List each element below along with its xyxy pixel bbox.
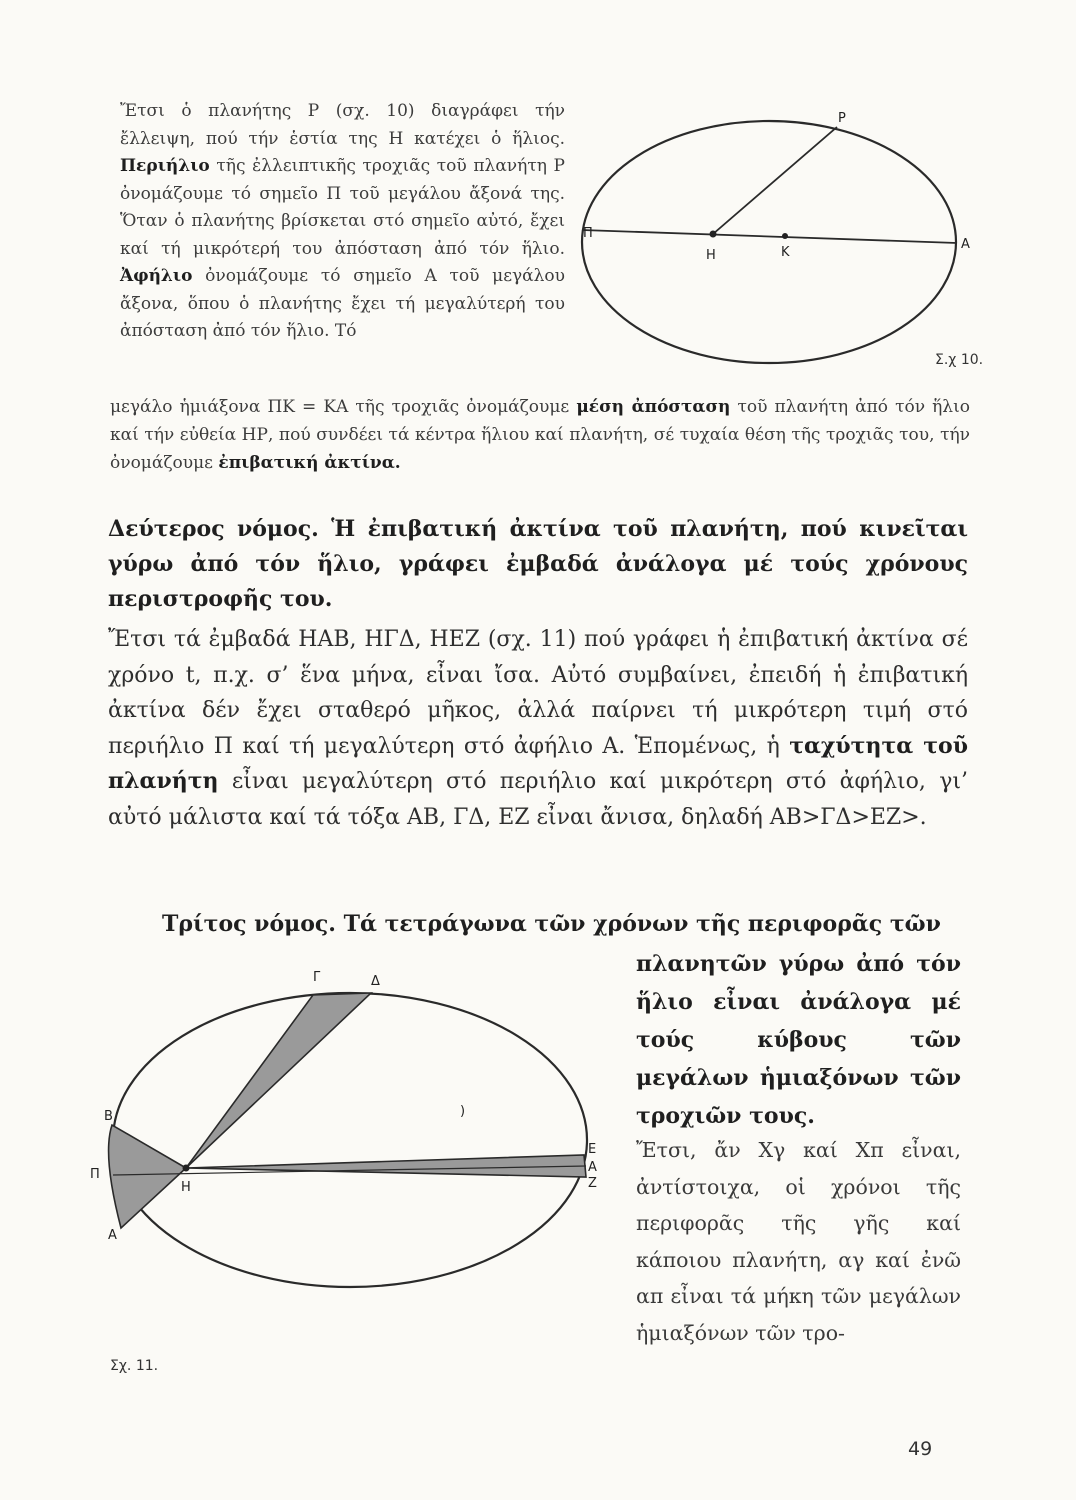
third-law-explanation: Ἔτσι, ἄν Χγ καί Χπ εἶναι, ἀντίστοιχα, οἱ χρόνοι τῆς περιφορᾶς τῆς γῆς καί κάποιου πλανήτη, αγ καί ἐνῶ απ εἶναι τά μήκη τῶν μεγάλων ἡμιαξόνων τῶν τρο-: [636, 1138, 961, 1345]
second-law: Δεύτερος νόμος. Ἡ ἐπιβατική ἀκτίνα τοῦ πλανήτη, πού κινεῖται γύρω ἀπό τόν ἥλιο, γράφει ἐμβαδά ἀνάλογα μέ τούς χρόνους περιστροφῆς του.: [108, 516, 968, 612]
label-B: Β: [104, 1109, 113, 1124]
label-Delta: Δ: [371, 974, 380, 989]
label-A-right: Α: [588, 1160, 597, 1175]
label-A: Α: [961, 237, 970, 252]
focus-point-2: [183, 1165, 190, 1172]
perihelion-term: Περιήλιο: [120, 156, 210, 176]
orbit-ellipse-2: [113, 993, 587, 1287]
label-P: P: [838, 111, 846, 126]
speed-term: ταχύτητα τοῦ πλανήτη: [108, 732, 968, 794]
center-point: [782, 233, 788, 239]
aphelion-term: Ἀφήλιο: [120, 266, 193, 286]
intro-paragraph-continuation: μεγάλο ἡμιάξονα ΠΚ = ΚΑ τῆς τροχιᾶς ὀνομάζουμε μέση ἀπόσταση τοῦ πλανήτη ἀπό τόν ἥλιο καί τήν εὐθεία ΗΡ, πού συνδέει τά κέντρα ἥλιου καί πλανήτη, σέ τυχαία θέση τῆς τροχιᾶς του, τήν ὀνομάζουμε ἐπιβατική ἀκτίνα.: [110, 397, 970, 473]
label-Pi-2: Π: [90, 1167, 100, 1182]
label-A-left: Α: [108, 1228, 117, 1243]
stray-mark: ): [460, 1104, 466, 1119]
label-Z: Ζ: [588, 1176, 597, 1191]
label-Pi: Π: [583, 226, 593, 241]
second-law-title: Δεύτερος νόμος.: [108, 516, 319, 542]
label-H-2: Η: [181, 1180, 191, 1195]
orbit-ellipse: [582, 121, 956, 363]
sector-HEZ: [186, 1155, 586, 1177]
major-axis: [582, 230, 957, 243]
arc-inequality: ΑΒ>ΓΔ>ΕΖ>.: [769, 804, 927, 830]
page-number: 49: [908, 1438, 933, 1460]
focus-point: [710, 231, 717, 238]
figure-11-areas-diagram: [88, 965, 608, 1295]
label-H: Η: [706, 248, 716, 263]
third-law-heading: Τρίτος νόμος. Τά τετράγωνα τῶν χρόνων τῆς περιφορᾶς τῶν: [162, 911, 941, 937]
radius-vector-term: ἐπιβατική ἀκτίνα.: [218, 453, 401, 473]
sector-HAB: [109, 1125, 186, 1228]
label-E: Ε: [588, 1142, 597, 1157]
figure-11-caption: Σχ. 11.: [110, 1358, 159, 1374]
figure-10-ellipse-diagram: [580, 100, 980, 390]
third-law-continuation: πλανητῶν γύρω ἀπό τόν ἥλιο εἶναι ἀνάλογα μέ τούς κύβους τῶν μεγάλων ἡμιαξόνων τῶν τροχιῶν τους.: [636, 951, 961, 1129]
radius-vector-line: [713, 127, 837, 234]
label-K: Κ: [781, 245, 790, 260]
intro-paragraph: Ἔτσι ὁ πλανήτης Ρ (σχ. 10) διαγράφει τήν ἔλλειψη, πού τήν ἑστία της Η κατέχει ὁ ἥλιος. Περιήλιο τῆς ἐλλειπτικῆς τροχιᾶς τοῦ πλανήτη Ρ ὀνομάζουμε τό σημεῖο Π τοῦ μεγάλου ἄξονά της. Ὅταν ὁ πλανήτης βρίσκεται στό σημεῖο αὐτό, ἔχει καί τή μικρότερή του ἀπόσταση ἀπό τόν ἥλιο. Ἀφήλιο ὀνομάζουμε τό σημεῖο Α τοῦ μεγάλου ἄξονα, ὅπου ὁ πλανήτης ἔχει τή μεγαλύτερή του ἀπόσταση ἀπό τόν ἥλιο. Τό: [120, 101, 565, 341]
mean-distance-term: μέση ἀπόσταση: [576, 397, 731, 417]
third-law-title: Τρίτος νόμος.: [162, 911, 336, 937]
figure-10-caption: Σ.χ 10.: [935, 352, 984, 368]
second-law-explanation: Ἔτσι τά ἐμβαδά ΗΑΒ, ΗΓΔ, ΗΕΖ (σχ. 11) πού γράφει ἡ ἐπιβατική ἀκτίνα σέ χρόνο t, π.χ. σ’ ἕνα μήνα, εἶναι ἴσα. Αὐτό συμβαίνει, ἐπειδή ἡ ἐπιβατική ἀκτίνα δέν ἔχει σταθερό μῆκος, ἀλλά παίρνει τή μικρότερη τιμή στό περιήλιο Π καί τή μεγαλύτερη στό ἀφήλιο Α. Ἑπομένως, ἡ ταχύτητα τοῦ πλανήτη εἶναι μεγαλύτερη στό περιήλιο καί μικρότερη στό ἀφήλιο, γι’ αὐτό μάλιστα καί τά τόξα ΑΒ, ΓΔ, ΕΖ εἶναι ἄνισα, δηλαδή ΑΒ>ΓΔ>ΕΖ>.: [108, 627, 968, 830]
label-Gamma: Γ: [313, 970, 321, 985]
